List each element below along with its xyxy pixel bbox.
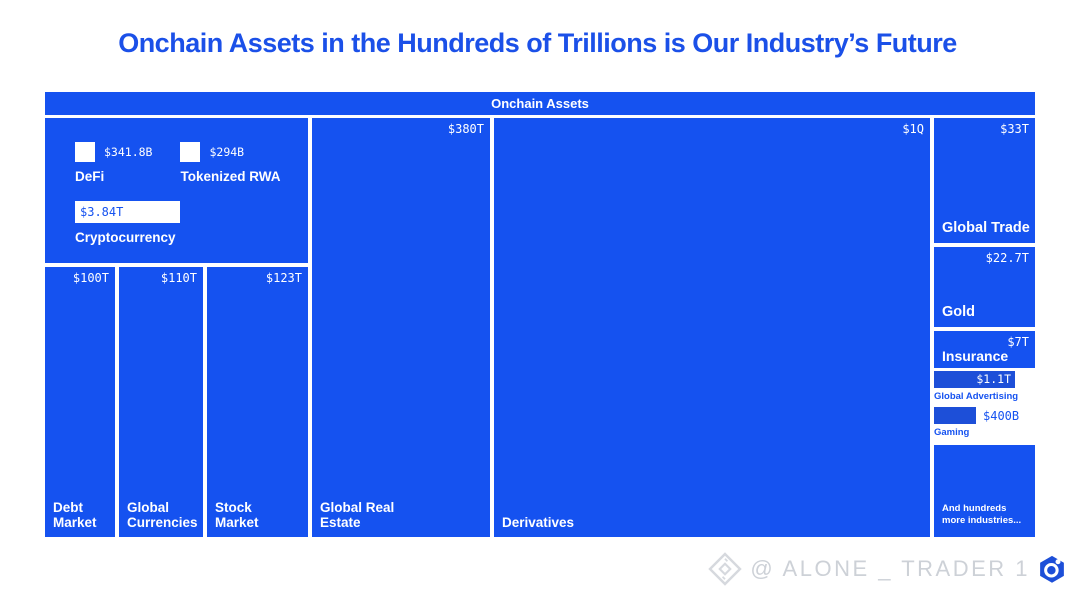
cell-global-trade bbox=[934, 118, 1035, 243]
global-advertising-value: $1.1T bbox=[976, 372, 1011, 386]
cell-gaming bbox=[934, 407, 1035, 441]
rwa-label: Tokenized RWA bbox=[180, 169, 281, 184]
hexagon-badge-icon bbox=[1037, 554, 1067, 584]
defi-swatch bbox=[75, 142, 95, 162]
page-title: Onchain Assets in the Hundreds of Trillions is Our Industry’s Future bbox=[118, 28, 957, 58]
cell-stock-market bbox=[207, 267, 308, 537]
global-real-estate-value: $380T bbox=[447, 122, 484, 136]
more-industries-label: And hundreds more industries... bbox=[942, 503, 1022, 527]
derivatives-value: $1Q bbox=[902, 122, 924, 136]
gold-value: $22.7T bbox=[985, 251, 1029, 265]
insurance-label: Insurance bbox=[942, 348, 1009, 365]
treemap-chart bbox=[45, 92, 1035, 537]
gaming-bar bbox=[934, 407, 976, 424]
debt-market-value: $100T bbox=[72, 271, 109, 285]
global-real-estate-label: Global Real Estate bbox=[320, 499, 395, 530]
stock-market-value: $123T bbox=[265, 271, 302, 285]
cryptocurrency-label: Cryptocurrency bbox=[75, 230, 176, 245]
defi-label: DeFi bbox=[75, 169, 105, 184]
gold-label: Gold bbox=[942, 303, 976, 320]
cell-derivatives bbox=[494, 118, 930, 537]
defi-value: $341.8B bbox=[104, 145, 153, 159]
crypto-group-row bbox=[75, 142, 308, 184]
global-advertising-bar bbox=[934, 371, 1015, 388]
cell-global-currencies bbox=[119, 267, 203, 537]
treemap-root-label: Onchain Assets bbox=[491, 96, 589, 111]
rwa-value: $294B bbox=[209, 145, 245, 159]
debt-market-label: Debt Market bbox=[53, 499, 97, 530]
defi-item bbox=[75, 142, 152, 184]
watermark-handle: @ ALONE _ TRADER 1 bbox=[750, 556, 1030, 581]
gaming-label: Gaming bbox=[934, 427, 970, 438]
global-advertising-label: Global Advertising bbox=[934, 391, 1019, 402]
rwa-item bbox=[180, 142, 280, 184]
global-currencies-label: Global Currencies bbox=[127, 499, 198, 530]
cell-global-real-estate bbox=[312, 118, 490, 537]
cell-crypto-group bbox=[45, 118, 308, 263]
stock-market-label: Stock Market bbox=[215, 499, 259, 530]
cell-insurance bbox=[934, 331, 1035, 368]
gaming-value: $400B bbox=[983, 408, 1020, 423]
diamond-logo-icon bbox=[707, 551, 743, 587]
crypto-group-content bbox=[45, 118, 308, 245]
cryptocurrency-value-box: $3.84T bbox=[75, 201, 180, 223]
watermark bbox=[707, 551, 1067, 587]
global-trade-value: $33T bbox=[1000, 122, 1029, 136]
cell-debt-market bbox=[45, 267, 115, 537]
cell-global-advertising bbox=[934, 371, 1035, 404]
rwa-swatch bbox=[180, 142, 200, 162]
insurance-value: $7T bbox=[1007, 335, 1029, 349]
global-currencies-value: $110T bbox=[160, 271, 197, 285]
cell-more-industries bbox=[934, 445, 1035, 537]
global-trade-label: Global Trade bbox=[942, 219, 1030, 236]
cell-gold bbox=[934, 247, 1035, 327]
treemap-root-cell bbox=[45, 92, 1035, 115]
derivatives-label: Derivatives bbox=[502, 514, 575, 530]
